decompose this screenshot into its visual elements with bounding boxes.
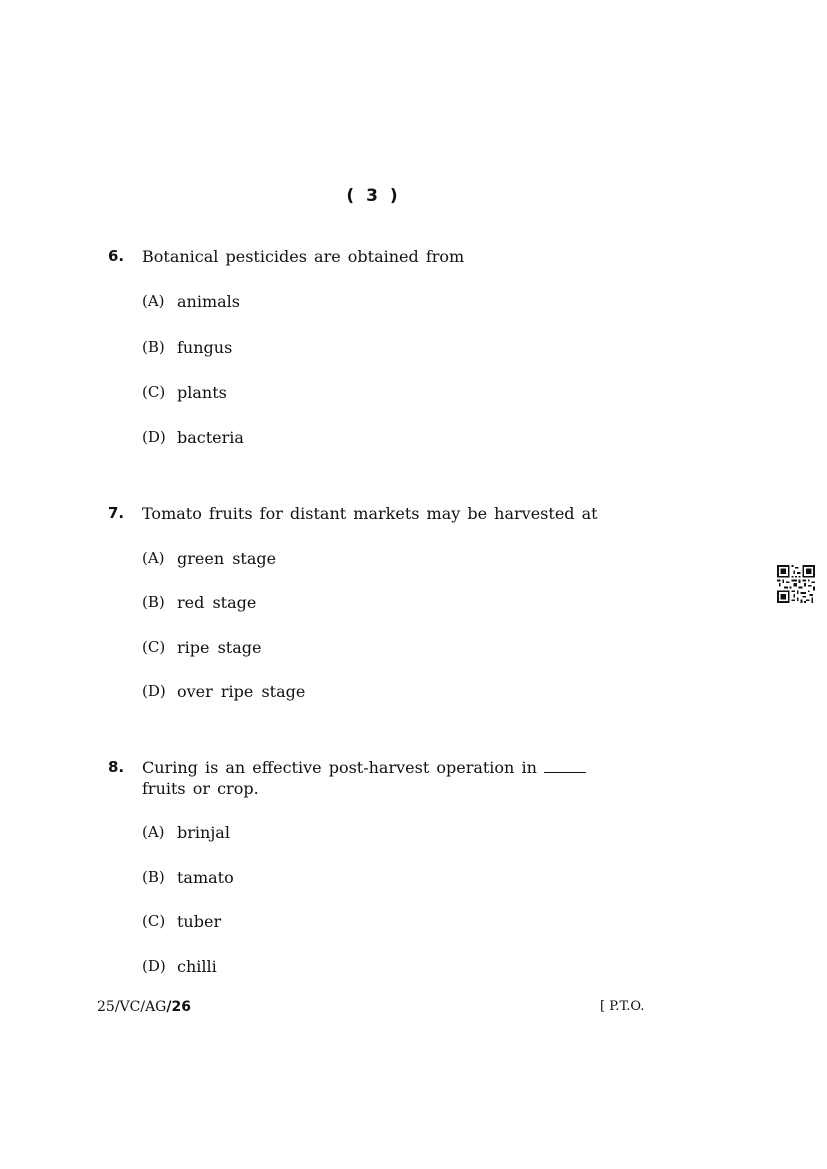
option-text: animals: [177, 292, 240, 311]
option-c: [142, 637, 261, 658]
option-b: [142, 592, 256, 613]
option-text: plants: [177, 383, 227, 402]
option-a: [142, 548, 276, 569]
question-text: Tomato fruits for distant markets may be harvested at: [142, 504, 598, 523]
option-text: tamato: [177, 868, 234, 887]
option-label: (D): [142, 682, 166, 700]
question-6: [108, 246, 618, 447]
question-8: [108, 757, 618, 976]
option-label: (A): [142, 292, 165, 310]
question-number: 7.: [108, 504, 125, 522]
option-text: bacteria: [177, 428, 244, 447]
pto-label: [ P.T.O.: [600, 999, 645, 1014]
option-label: (C): [142, 383, 166, 401]
option-label: (C): [142, 912, 166, 930]
option-label: (C): [142, 638, 166, 656]
option-text: tuber: [177, 912, 222, 931]
option-c: [142, 911, 221, 932]
paper-code-prefix: 25/VC/AG: [97, 999, 167, 1015]
question-number: 6.: [108, 247, 125, 265]
question-text-part: Curing is an effective post-harvest operation in: [142, 758, 537, 777]
option-label: (B): [142, 593, 165, 611]
option-d: [142, 681, 305, 702]
option-label: (D): [142, 428, 166, 446]
qr-code-icon: [777, 565, 815, 603]
option-text: chilli: [177, 957, 217, 976]
question-text: Botanical pesticides are obtained from: [142, 247, 465, 266]
option-text: fungus: [177, 338, 233, 357]
question-7: [108, 503, 618, 701]
option-text: ripe stage: [177, 638, 262, 657]
answer-blank: [544, 760, 586, 773]
option-text: green stage: [177, 549, 277, 568]
option-a: [142, 822, 230, 843]
option-label: (A): [142, 823, 165, 841]
question-number: 8.: [108, 758, 125, 776]
paper-code-suffix: /26: [166, 999, 191, 1015]
option-d: [142, 427, 244, 448]
option-d: [142, 956, 217, 977]
page-number: ( 3 ): [346, 186, 401, 206]
option-label: (A): [142, 549, 165, 567]
paper-code: [97, 999, 191, 1015]
option-c: [142, 382, 227, 403]
option-a: [142, 291, 240, 312]
option-text: over ripe stage: [177, 682, 306, 701]
question-text: [142, 757, 618, 799]
option-label: (D): [142, 957, 166, 975]
option-text: red stage: [177, 593, 257, 612]
question-text-part: fruits or crop.: [142, 779, 259, 798]
option-label: (B): [142, 338, 165, 356]
option-text: brinjal: [177, 823, 230, 842]
option-label: (B): [142, 868, 165, 886]
option-b: [142, 867, 234, 888]
option-b: [142, 337, 232, 358]
